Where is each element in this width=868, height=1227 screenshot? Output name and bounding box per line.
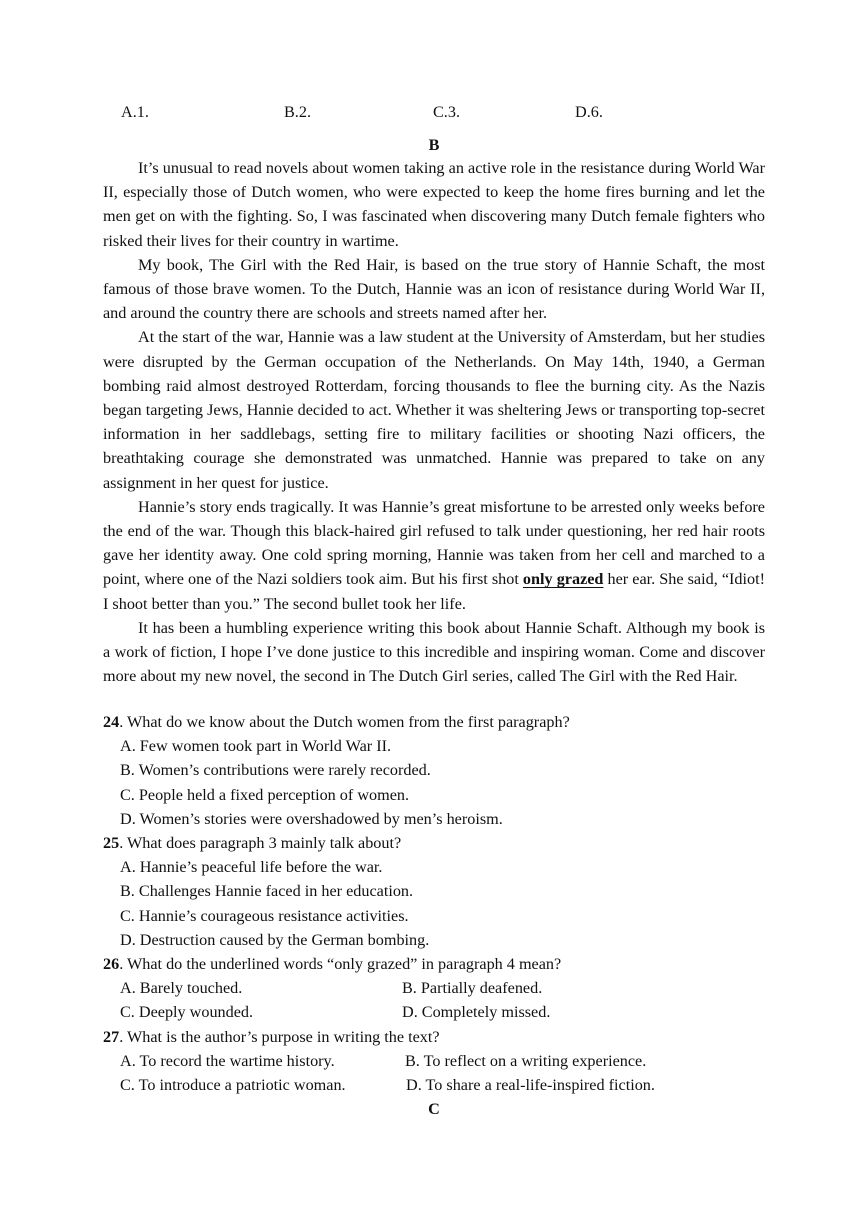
question-26 [103,952,783,976]
option-a: A.1. [121,103,149,121]
paragraph-5: It has been a humbling experience writing this book about Hannie Schaft. Although my book is a work of fiction, I hope I’ve done justice to this incredible and inspiring woman. Come and discover more about my new novel, the second in The Dutch Girl series, called The Girl with the Red Hair. [103,618,765,686]
question-26-option-b: B. Partially deafened. [402,979,543,998]
question-26-options-row-1 [103,976,783,1000]
question-24-option-b: B. Women’s contributions were rarely recorded. [120,761,431,780]
question-24-option-c: C. People held a fixed perception of women. [120,785,410,804]
question-27 [103,1025,783,1049]
section-heading-b: B [428,136,440,154]
previous-question-options [0,100,868,124]
question-stem: . What do we know about the Dutch women from the first paragraph? [119,713,570,731]
question-25-option-b: B. Challenges Hannie faced in her education. [120,882,414,901]
paragraph-4-text-after: her ear. She said, “Idiot! I shoot better than you.” The second bullet took her life. [103,570,765,613]
question-27-option-b: B. To reflect on a writing experience. [405,1051,647,1070]
paragraph-4 [103,495,765,616]
question-26-option-d: D. Completely missed. [402,1003,551,1022]
question-25-option-d: D. Destruction caused by the German bombing. [120,930,430,949]
paragraph-2: My book, The Girl with the Red Hair, is based on the true story of Hannie Schaft, the most famous of those brave women. To the Dutch, Hannie was an icon of resistance during World War II, and around the country there are schools and streets named after her. [103,255,765,323]
paragraph-1: It’s unusual to read novels about women taking an active role in the resistance during World War II, especially those of Dutch women, who were expected to keep the home fires burning and let the men get on with the fighting. So, I was fascinated when discovering many Dutch female fighters who risked their lives for their country in wartime. [103,159,765,250]
question-number: 27 [103,1027,120,1046]
question-26-option-c: C. Deeply wounded. [120,1003,254,1022]
question-24-option-d: D. Women’s stories were overshadowed by men’s heroism. [120,809,503,828]
question-27-option-a: A. To record the wartime history. [120,1051,335,1070]
question-number: 24 [103,713,120,731]
paragraph-4-text-before: Hannie’s story ends tragically. It was Hannie’s great misfortune to be arrested only weeks before the end of the war. Though this black-haired girl refused to talk under questioning, her red hair roots gave her identity away. One cold spring morning, Hannie was taken from her cell and marched to a point, where one of the Nazi soldiers took aim. But his first shot [103,497,765,589]
question-25-option-a: A. Hannie’s peaceful life before the war. [120,858,383,877]
question-27-options-row-2 [103,1073,783,1097]
underlined-phrase: only grazed [522,570,604,589]
question-26-option-a: A. Barely touched. [120,979,243,998]
question-27-option-d: D. To share a real-life-inspired fiction. [406,1076,655,1094]
question-24-option-a: A. Few women took part in World War II. [120,737,392,756]
option-c: C.3. [433,103,460,121]
option-b: B.2. [284,103,311,121]
question-26-options-row-2 [103,1000,783,1024]
question-number: 26 [103,955,120,974]
question-list [103,710,783,1097]
question-stem: . What does paragraph 3 mainly talk about? [119,834,402,853]
question-27-option-c: C. To introduce a patriotic woman. [120,1076,346,1094]
question-number: 25 [103,834,120,853]
question-stem: . What is the author’s purpose in writing the text? [119,1027,440,1046]
section-heading-c: C [428,1100,440,1118]
option-d: D.6. [575,103,603,121]
question-25-option-c: C. Hannie’s courageous resistance activities. [120,906,409,925]
reading-passage [103,156,765,688]
question-24 [103,710,783,734]
question-27-options-row-1 [103,1049,783,1073]
question-stem: . What do the underlined words “only grazed” in paragraph 4 mean? [119,955,562,974]
question-25 [103,831,783,855]
paragraph-3: At the start of the war, Hannie was a law student at the University of Amsterdam, but her studies were disrupted by the German occupation of the Netherlands. On May 14th, 1940, a German bombing raid almost destroyed Rotterdam, forcing thousands to flee the burning city. As the Nazis began targeting Jews, Hannie decided to act. Whether it was sheltering Jews or transporting top-secret information in her saddlebags, setting fire to military facilities or shooting Nazi officers, the breathtaking courage she demonstrated was unmatched. Hannie was prepared to take on any assignment in her quest for justice. [103,328,765,492]
